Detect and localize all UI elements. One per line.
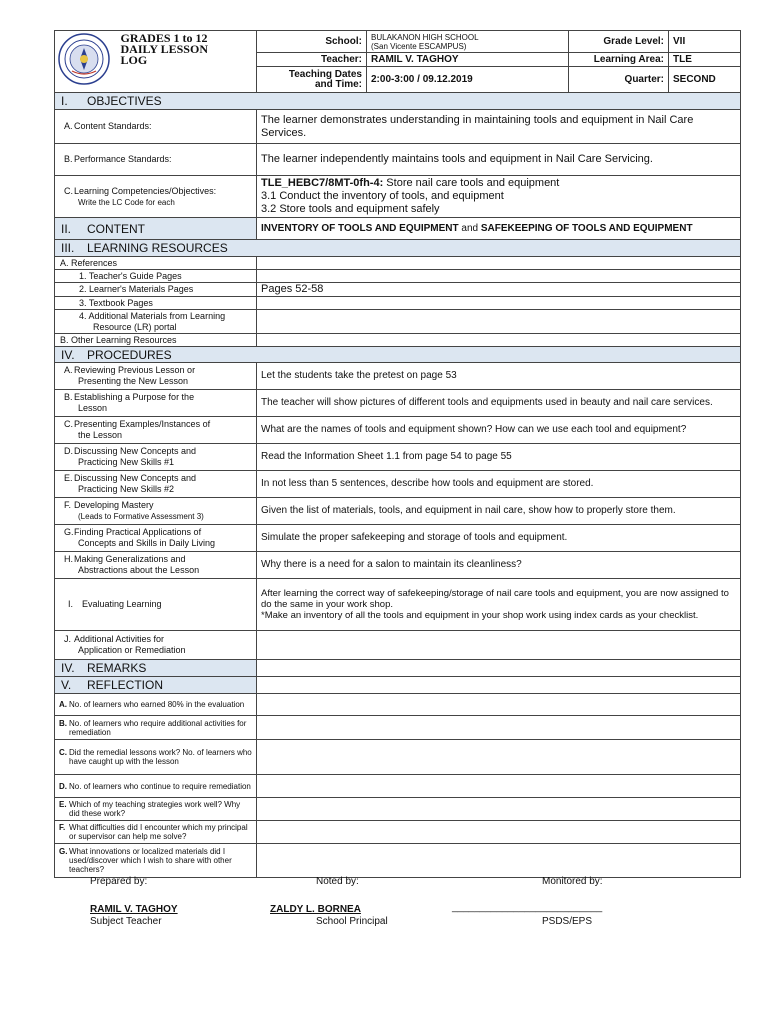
references-value (257, 257, 741, 270)
grade-level-label: Grade Level: (569, 31, 669, 53)
reflection-answer (257, 798, 741, 821)
learners-materials-label: 2. Learner's Materials Pages (55, 283, 257, 297)
noted-by-label: Noted by: (316, 876, 359, 887)
performance-standards-label: B.Performance Standards: (55, 144, 257, 176)
procedure-label: E.Discussing New Concepts and Practicing New Skills #2 (55, 471, 257, 498)
procedure-label: F. Developing Mastery (Leads to Formative Assessment 3) (55, 498, 257, 525)
procedure-value: What are the names of tools and equipment shown? How can we use each tool and equipment? (257, 417, 741, 444)
learning-competencies-value: TLE_HEBC7/8MT-0fh-4: Store nail care tools and equipment 3.1 Conduct the inventory of tools, and equipment 3.2 Store tools and equipment safely (257, 176, 741, 218)
textbook-pages-value (257, 297, 741, 310)
references-label: A. References (55, 257, 257, 270)
procedure-value: Read the Information Sheet 1.1 from page 54 to page 55 (257, 444, 741, 471)
monitored-by-label: Monitored by: (542, 876, 603, 887)
other-resources-value (257, 334, 741, 347)
reflection-answer (257, 740, 741, 775)
teacher-label: Teacher: (257, 53, 367, 67)
procedure-value: Let the students take the pretest on page 53 (257, 363, 741, 390)
evaluating-learning-value: After learning the correct way of safekeeping/storage of nail care tools and equipment, you are now assigned to do the same in your work shop. *Make an inventory of all the tools and equipment in your shop work using index cards as your checklist. (257, 579, 741, 631)
reflection-item: C. Did the remedial lessons work? No. of learners who have caught up with the lesson (55, 740, 257, 775)
learning-area-label: Learning Area: (569, 53, 669, 67)
principal-signature-name: ZALDY L. BORNEA (270, 904, 361, 915)
quarter-value: SECOND (669, 67, 741, 93)
school-value: BULAKANON HIGH SCHOOL (San Vicente ESCAMPUS) (367, 31, 569, 53)
reflection-item: D. No. of learners who continue to require remediation (55, 775, 257, 798)
procedure-label: B.Establishing a Purpose for the Lesson (55, 390, 257, 417)
section-objectives: I. OBJECTIVES (55, 93, 741, 110)
procedure-label: A.Reviewing Previous Lesson or Presenting the New Lesson (55, 363, 257, 390)
section-remarks: IV. REMARKS (55, 660, 741, 677)
additional-activities-label: J. Additional Activities for Application or Remediation (55, 631, 257, 660)
procedure-value: Simulate the proper safekeeping and storage of tools and equipment. (257, 525, 741, 552)
content-standards-label: A.Content Standards: (55, 110, 257, 144)
school-label: School: (257, 31, 367, 53)
section-title: OBJECTIVES (87, 94, 162, 108)
reflection-value (257, 677, 741, 694)
procedure-label: D.Discussing New Concepts and Practicing New Skills #1 (55, 444, 257, 471)
reflection-item: G. What innovations or localized materials did I used/discover which I wish to share with other teachers? (55, 844, 257, 878)
grade-level-value: VII (669, 31, 741, 53)
reflection-item: E. Which of my teaching strategies work well? Why did these work? (55, 798, 257, 821)
teacher-role: Subject Teacher (90, 916, 162, 927)
teaching-dates-value: 2:00-3:00 / 09.12.2019 (367, 67, 569, 93)
title-line: LOG (120, 53, 148, 67)
other-resources-label: B. Other Learning Resources (55, 334, 257, 347)
procedure-value: In not less than 5 sentences, describe how tools and equipment are stored. (257, 471, 741, 498)
reflection-answer (257, 694, 741, 716)
teaching-dates-label: Teaching Dates and Time: (257, 67, 367, 93)
section-procedures: IV. PROCEDURES (55, 347, 741, 363)
daily-lesson-log-table (54, 30, 741, 878)
additional-activities-value (257, 631, 741, 660)
learning-competencies-label: C.Learning Competencies/Objectives: Write the LC Code for each (55, 176, 257, 218)
procedure-value: Why there is a need for a salon to maintain its cleanliness? (257, 552, 741, 579)
title-line: GRADES 1 to 12 (120, 31, 208, 45)
procedure-label: H.Making Generalizations and Abstractions about the Lesson (55, 552, 257, 579)
section-content: II. CONTENT (55, 218, 257, 240)
teachers-guide-value (257, 270, 741, 283)
teachers-guide-label: 1. Teacher's Guide Pages (55, 270, 257, 283)
procedure-value: Given the list of materials, tools, and equipment in nail care, show how to properly store them. (257, 498, 741, 525)
procedure-label: C.Presenting Examples/Instances of the Lesson (55, 417, 257, 444)
reflection-item: B. No. of learners who require additional activities for remediation (55, 716, 257, 740)
monitor-role: PSDS/EPS (542, 916, 593, 927)
reflection-answer (257, 716, 741, 740)
title-line: DAILY LESSON (120, 42, 208, 56)
monitor-signature-line: ___________________________ (452, 902, 603, 913)
reflection-answer (257, 821, 741, 844)
reflection-item: F. What difficulties did I encounter which my principal or supervisor can help me solve? (55, 821, 257, 844)
reflection-item: A. No. of learners who earned 80% in the evaluation (55, 694, 257, 716)
reflection-answer (257, 844, 741, 878)
teacher-value: RAMIL V. TAGHOY (367, 53, 569, 67)
performance-standards-value: The learner independently maintains tools and equipment in Nail Care Servicing. (257, 144, 741, 176)
lr-portal-value (257, 310, 741, 334)
lr-portal-label: 4. Additional Materials from Learning Resource (LR) portal (55, 310, 257, 334)
principal-role: School Principal (316, 916, 388, 927)
content-value: INVENTORY OF TOOLS AND EQUIPMENT and SAFEKEEPING OF TOOLS AND EQUIPMENT (257, 218, 741, 240)
remarks-value (257, 660, 741, 677)
reflection-answer (257, 775, 741, 798)
section-learning-resources: III. LEARNING RESOURCES (55, 240, 741, 257)
form-title (117, 31, 257, 93)
procedure-value: The teacher will show pictures of different tools and equipments used in beauty and nail care services. (257, 390, 741, 417)
quarter-label: Quarter: (569, 67, 669, 93)
section-reflection: V. REFLECTION (55, 677, 741, 694)
textbook-pages-label: 3. Textbook Pages (55, 297, 257, 310)
prepared-by-label: Prepared by: (90, 876, 148, 887)
teacher-signature-name: RAMIL V. TAGHOY (90, 904, 178, 915)
learners-materials-value: Pages 52-58 (257, 283, 741, 297)
learning-area-value: TLE (669, 53, 741, 67)
logo-cell (55, 31, 117, 93)
evaluating-learning-label: I. Evaluating Learning (55, 579, 257, 631)
content-standards-value: The learner demonstrates understanding in maintaining tools and equipment in Nail Care Services. (257, 110, 741, 144)
procedure-label: G.Finding Practical Applications of Concepts and Skills in Daily Living (55, 525, 257, 552)
